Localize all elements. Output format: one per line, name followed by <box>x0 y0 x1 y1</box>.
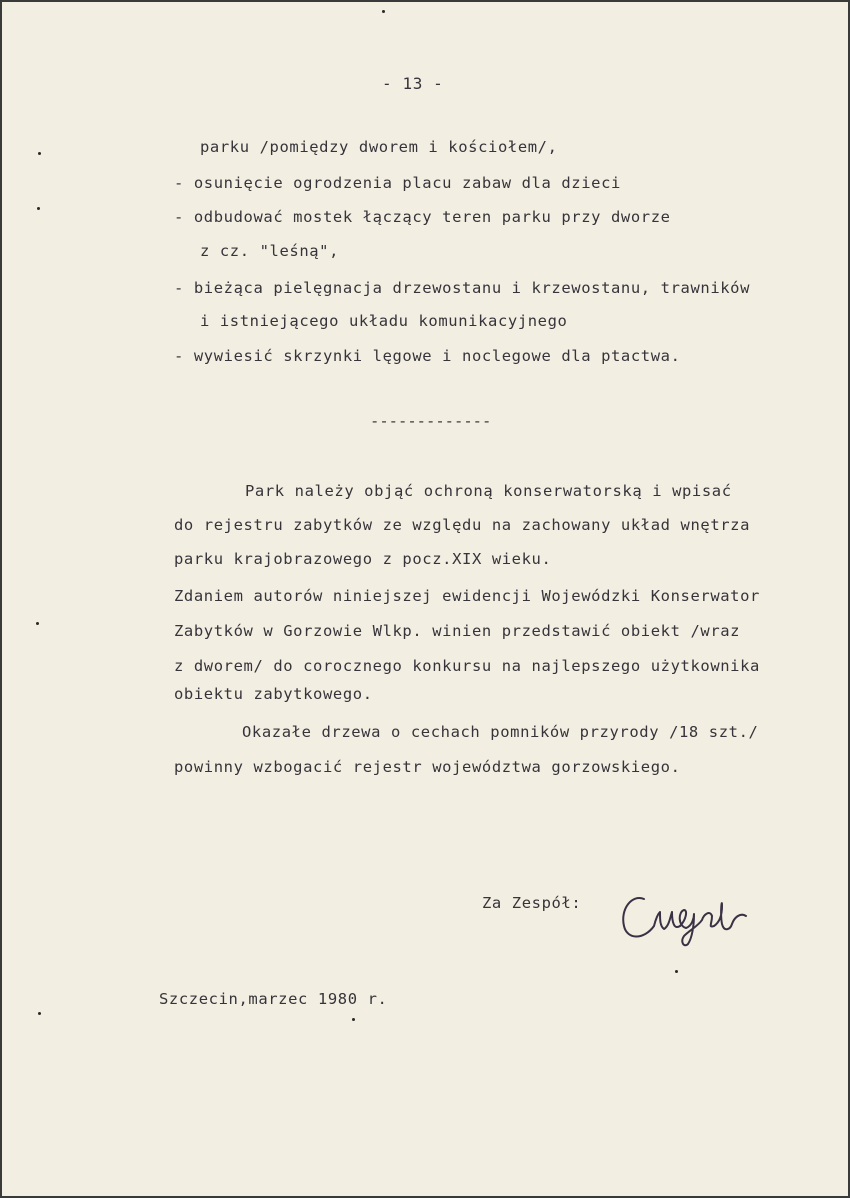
page-number: - 13 - <box>382 74 444 93</box>
paragraph-line: do rejestru zabytków ze względu na zachowany układ wnętrza <box>174 516 751 534</box>
place-date: Szczecin,marzec 1980 r. <box>159 990 388 1008</box>
scan-speck <box>382 10 385 13</box>
paragraph-line: powinny wzbogacić rejestr województwa gorzowskiego. <box>174 758 681 776</box>
list-line: - bieżąca pielęgnacja drzewostanu i krzewostanu, trawników <box>174 279 751 297</box>
handwritten-signature <box>614 874 764 954</box>
scan-speck <box>675 970 678 973</box>
list-line: - wywiesić skrzynki lęgowe i noclegowe dla ptactwa. <box>174 347 681 365</box>
scan-speck <box>36 622 39 625</box>
list-line: parku /pomiędzy dworem i kościołem/, <box>200 138 558 156</box>
list-line: i istniejącego układu komunikacyjnego <box>200 312 568 330</box>
list-line: - odbudować mostek łączący teren parku przy dworze <box>174 208 671 226</box>
paragraph-line: Zabytków w Gorzowie Wlkp. winien przedstawić obiekt /wraz <box>174 622 741 640</box>
paragraph-line: Zdaniem autorów niniejszej ewidencji Wojewódzki Konserwator <box>174 587 760 605</box>
scan-speck <box>38 1012 41 1015</box>
paragraph-line: z dworem/ do corocznego konkursu na najlepszego użytkownika <box>174 657 760 675</box>
scan-speck <box>37 207 40 210</box>
list-line: - osunięcie ogrodzenia placu zabaw dla dzieci <box>174 174 621 192</box>
paragraph-line: obiektu zabytkowego. <box>174 685 373 703</box>
scan-speck <box>352 1018 355 1021</box>
list-line: z cz. "leśną", <box>200 242 340 260</box>
separator-line: ------------- <box>370 412 492 430</box>
scan-speck <box>38 152 41 155</box>
signature-label: Za Zespół: <box>482 894 582 912</box>
paragraph-line: Okazałe drzewa o cechach pomników przyrody /18 szt./ <box>242 723 759 741</box>
paragraph-line: Park należy objąć ochroną konserwatorską i wpisać <box>245 482 732 500</box>
paragraph-line: parku krajobrazowego z pocz.XIX wieku. <box>174 550 552 568</box>
